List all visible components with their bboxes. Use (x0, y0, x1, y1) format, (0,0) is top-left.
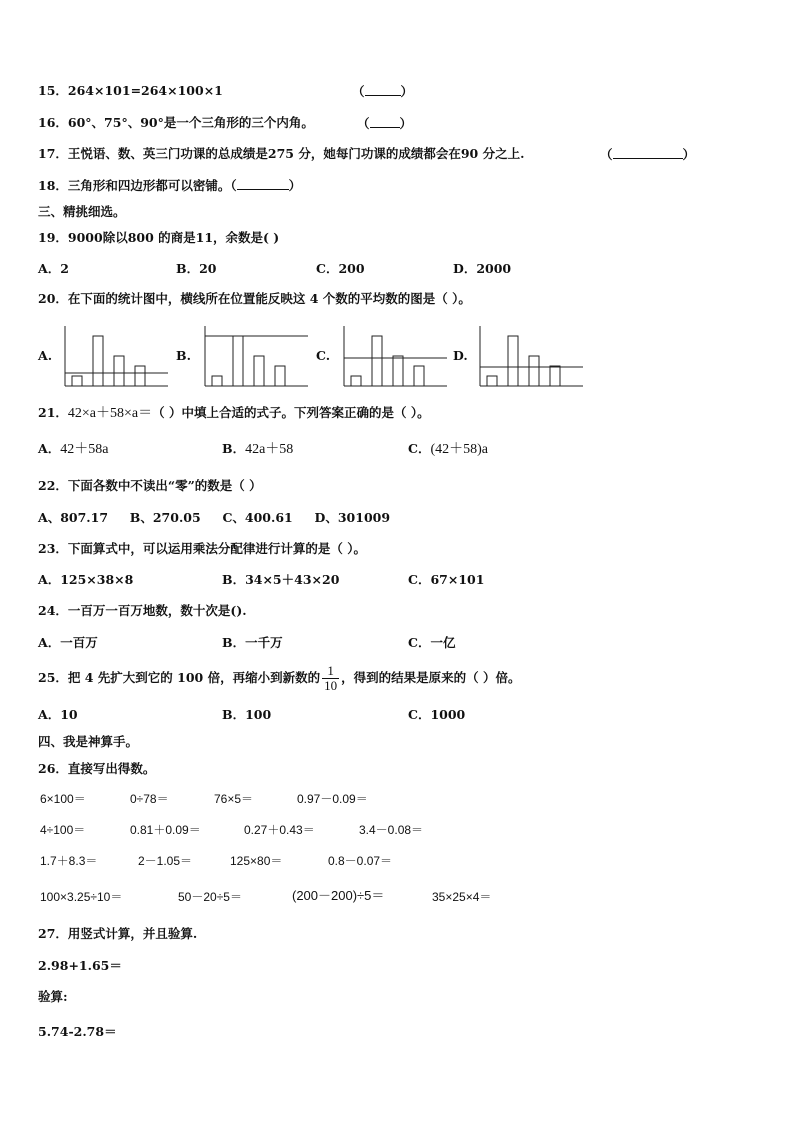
question-19 (38, 230, 279, 246)
question-27 (38, 926, 197, 942)
calc-item[interactable]: 100×3.25÷10＝ (40, 890, 123, 904)
question-23 (38, 541, 366, 557)
option-a[interactable]: A. (38, 348, 53, 363)
option-b[interactable]: B．20 (176, 261, 217, 276)
option-d[interactable]: D. (453, 348, 468, 363)
fraction-numerator: 1 (322, 664, 339, 679)
option-b[interactable]: B．34×5＋43×20 (222, 572, 340, 587)
chart-d (475, 324, 585, 390)
bar (372, 336, 382, 386)
question-number: 16． (38, 115, 68, 130)
option-c[interactable]: C．200 (316, 261, 365, 276)
bar (414, 366, 424, 386)
question-expression: 42×a＋58×a＝ (67, 406, 153, 421)
question-text: 一百万一百万地数，数十次是(). (67, 603, 247, 618)
option-b[interactable]: B. (176, 348, 191, 363)
option-c[interactable]: C．1000 (408, 707, 466, 722)
question-24 (38, 603, 247, 619)
answer-blank-15[interactable]: （ ） (352, 84, 414, 99)
question-22-options[interactable]: A、807.17 B、270.05 C、400.61 D、301009 (38, 510, 391, 525)
calc-item[interactable]: 2－1.05＝ (138, 854, 193, 868)
question-text-after: ，得到的结果是原来的（ ）倍。 (341, 670, 521, 685)
option-a[interactable]: A．一百万 (38, 635, 98, 650)
question-number: 21． (38, 405, 68, 420)
bar (233, 336, 243, 386)
question-text: 把 4 先扩大到它的 100 倍，再缩小到新数的 (67, 670, 321, 685)
bar (487, 376, 497, 386)
calc-item[interactable]: 125×80＝ (230, 854, 283, 868)
question-22 (38, 478, 262, 494)
question-18: 18．三角形和四边形都可以密铺。（ ） (38, 178, 302, 193)
bar (93, 336, 103, 386)
option-a[interactable]: A．42＋58a (38, 441, 109, 457)
calc-item[interactable]: 35×25×4＝ (432, 890, 492, 904)
question-number: 15． (38, 83, 68, 98)
answer-blank-16[interactable]: （ ） (357, 116, 413, 131)
calc-item[interactable]: 0.81＋0.09＝ (130, 823, 201, 837)
question-21 (38, 405, 430, 422)
option-b[interactable]: B．42a＋58 (222, 441, 294, 457)
bar (114, 356, 124, 386)
bar (72, 376, 82, 386)
question-number: 23． (38, 541, 68, 556)
calc-item[interactable]: 4÷100＝ (40, 823, 86, 837)
option-a[interactable]: A．2 (38, 261, 69, 276)
calc-item[interactable]: 3.4－0.08＝ (359, 823, 424, 837)
question-16 (38, 115, 314, 131)
question-text: 60°、75°、90°是一个三角形的三个内角。 (67, 115, 314, 130)
section-heading-4: 四、我是神算手。 (38, 734, 139, 749)
question-17 (38, 146, 524, 162)
calc-item[interactable]: 1.7＋8.3＝ (40, 854, 98, 868)
bar (254, 356, 264, 386)
bar (212, 376, 222, 386)
bar (393, 356, 403, 386)
calc-item[interactable]: 76×5＝ (214, 792, 254, 806)
verify-label: 验算: (38, 989, 68, 1004)
question-25 (38, 663, 520, 693)
bar (275, 366, 285, 386)
question-text: 三角形和四边形都可以密铺。（ (67, 178, 237, 193)
question-number: 27． (38, 926, 68, 941)
question-text: 用竖式计算，并且验算. (67, 926, 198, 941)
option-c[interactable]: C．(42＋58)a (408, 441, 488, 457)
question-26 (38, 761, 155, 777)
question-15 (38, 83, 223, 99)
question-text: 下面算式中，可以运用乘法分配律进行计算的是（ ）。 (67, 541, 367, 556)
option-d[interactable]: D．2000 (453, 261, 512, 276)
question-number: 18． (38, 178, 68, 193)
question-text: 9000除以800 的商是11，余数是( ) (67, 230, 280, 245)
fraction (322, 664, 339, 693)
option-c[interactable]: C．一亿 (408, 635, 456, 650)
option-c[interactable]: C. (316, 348, 331, 363)
bar (550, 366, 560, 386)
question-20 (38, 291, 471, 307)
option-c[interactable]: C．67×101 (408, 572, 485, 587)
option-a[interactable]: A．125×38×8 (38, 572, 134, 587)
question-number: 22． (38, 478, 68, 493)
question-text: 王悦语、数、英三门功课的总成绩是275 分，她每门功课的成绩都会在90 分之上. (67, 146, 525, 161)
calc-item[interactable]: 6×100＝ (40, 792, 86, 806)
bar (529, 356, 539, 386)
answer-blank-17[interactable]: （ ） (600, 147, 696, 162)
vertical-calc-1: 2.98+1.65＝ (38, 958, 122, 973)
question-number: 26． (38, 761, 68, 776)
question-number: 20． (38, 291, 68, 306)
question-text: 下面各数中不读出“零”的数是（ ） (67, 478, 262, 493)
chart-b (200, 324, 310, 390)
question-number: 25． (38, 670, 68, 685)
calc-item[interactable]: 0÷78＝ (130, 792, 169, 806)
calc-item[interactable]: 0.8－0.07＝ (328, 854, 393, 868)
section-heading-3: 三、精挑细选。 (38, 204, 126, 219)
option-a[interactable]: A．10 (38, 707, 78, 722)
chart-c (339, 324, 449, 390)
bar (351, 376, 361, 386)
calc-item[interactable]: 0.27＋0.43＝ (244, 823, 315, 837)
answer-blank-18[interactable] (237, 177, 289, 190)
option-b[interactable]: B．100 (222, 707, 272, 722)
bar (508, 336, 518, 386)
fraction-denominator: 10 (324, 678, 338, 693)
calc-item[interactable]: (200－200)÷5＝ (292, 888, 385, 903)
calc-item[interactable]: 50－20÷5＝ (178, 890, 242, 904)
vertical-calc-2: 5.74-2.78＝ (38, 1024, 117, 1039)
question-text: 在下面的统计图中，横线所在位置能反映这 4 个数的平均数的图是（ ）。 (67, 291, 471, 306)
bar (135, 366, 145, 386)
question-number: 17． (38, 146, 68, 161)
question-number: 19． (38, 230, 68, 245)
question-text: 直接写出得数。 (67, 761, 156, 776)
option-b[interactable]: B．一千万 (222, 635, 283, 650)
question-text: （ ）中填上合适的式子。下列答案正确的是（ ）。 (152, 405, 430, 420)
question-text: 264×101=264×100×1 (67, 83, 223, 98)
chart-a (60, 324, 170, 390)
question-number: 24． (38, 603, 68, 618)
calc-item[interactable]: 0.97－0.09＝ (297, 792, 368, 806)
